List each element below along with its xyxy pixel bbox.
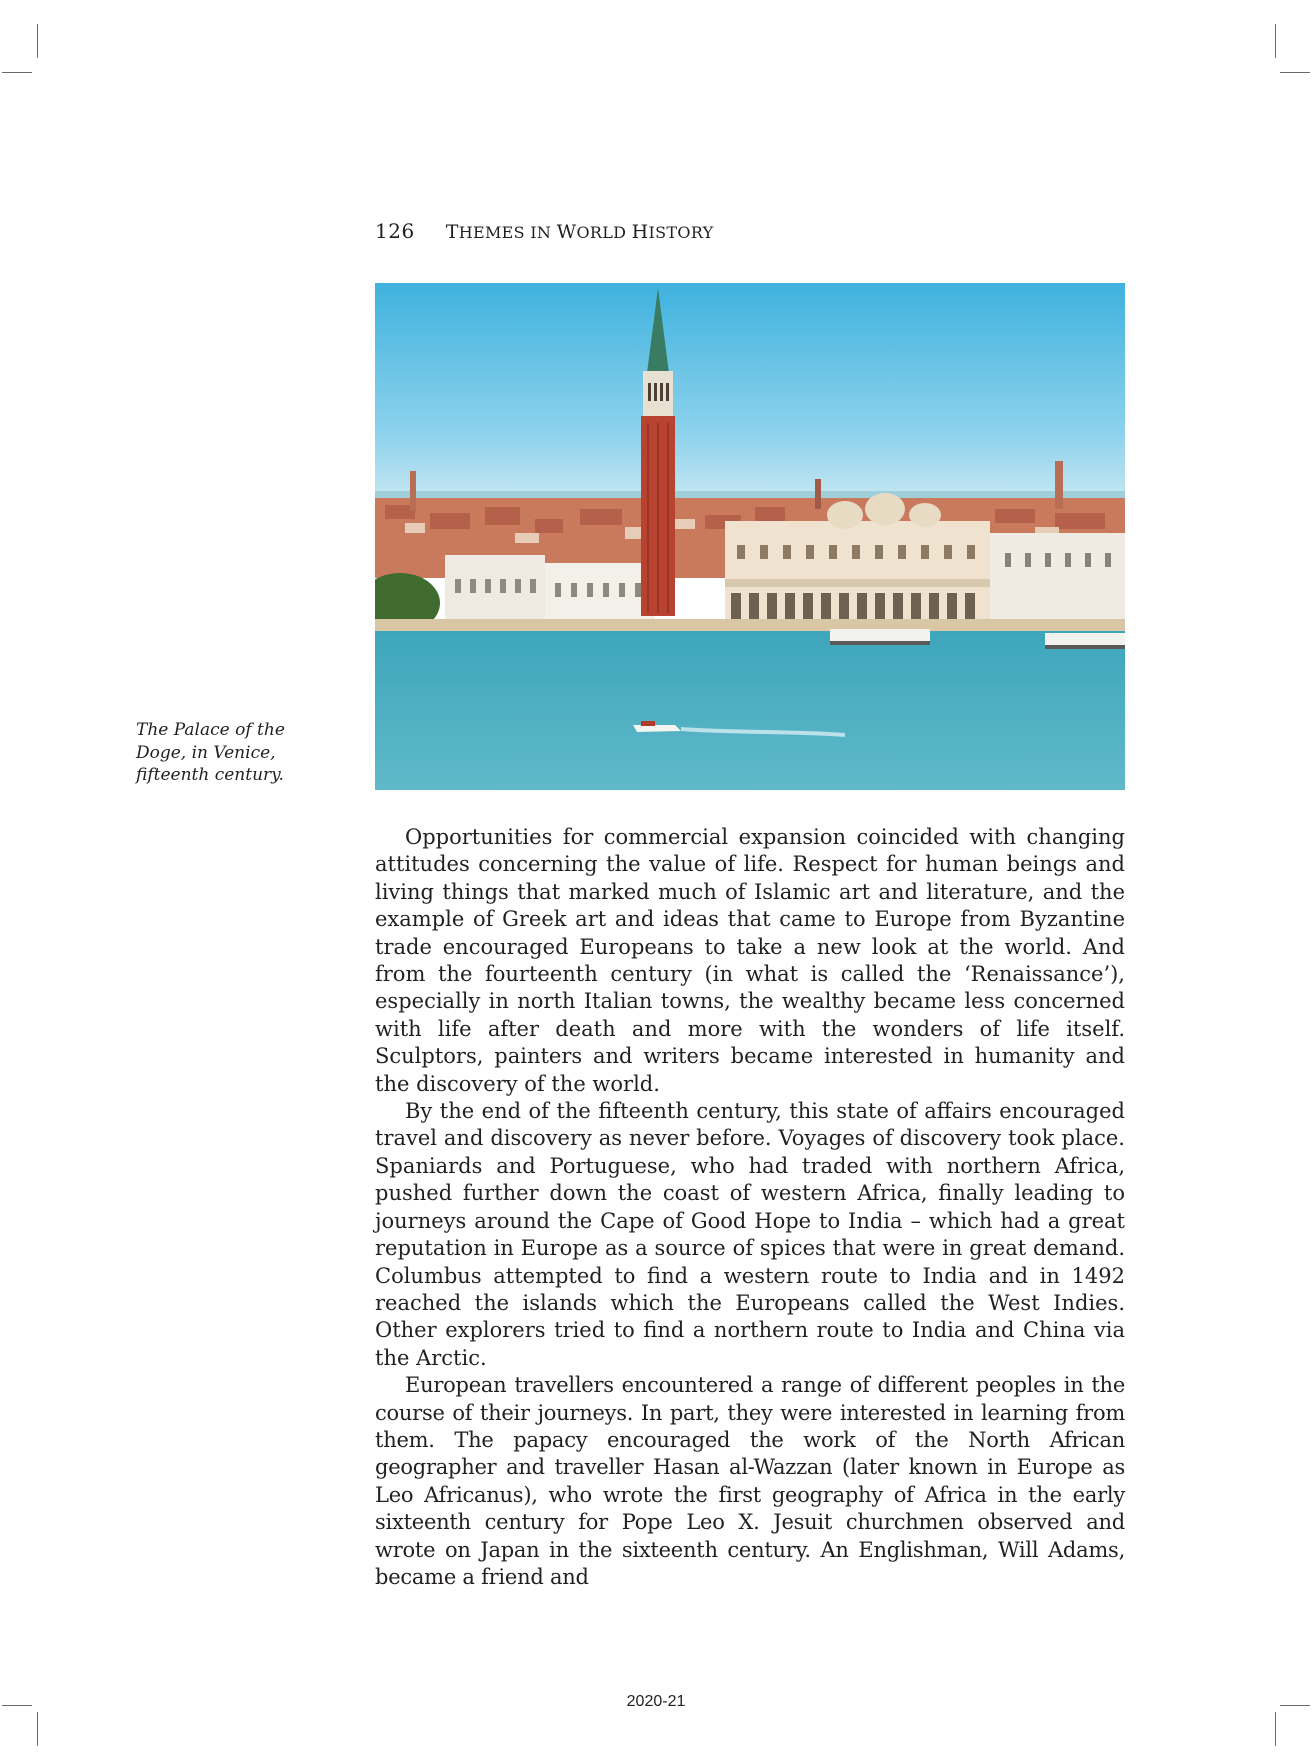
paragraph: Opportunities for commercial expansion coincided with changing attitudes concerning the value of life. Respect for human beings and living things that marked much of Islamic art and literature, and the example of Greek art and ideas that came to Europe from Byzantine trade encouraged Europeans to take a new look at the world. And from the fourteenth century (in what is called the ‘Renaissance’), especially in north Italian towns, the wealthy became less concerned with life after death and more with the wonders of life itself. Sculptors, painters and writers became interested in humanity and the discovery of the world.	[375, 825, 1125, 1096]
crop-mark	[2, 72, 32, 73]
crop-mark	[1280, 72, 1310, 73]
venice-photograph	[375, 283, 1125, 790]
page-number: 126	[375, 219, 415, 243]
crop-mark	[37, 24, 38, 58]
figure-caption	[136, 719, 336, 787]
caption-line: Doge, in Venice,	[136, 742, 276, 763]
footer-year: 2020-21	[626, 1693, 686, 1710]
crop-mark	[37, 1712, 38, 1746]
running-title: THEMES IN WORLD HISTORY	[445, 221, 714, 243]
crop-mark	[1275, 24, 1276, 58]
caption-line: The Palace of the	[136, 720, 285, 740]
paragraph: European travellers encountered a range of different peoples in the course of their journeys. In part, they were interested in learning from them. The papacy encouraged the work of the North African geographer and traveller Hasan al-Wazzan (later known in Europe as Leo Africanus), who wrote the first geography of Africa in the early sixteenth century for Pope Leo X. Jesuit churchmen observed and wrote on Japan in the sixteenth century. An Englishman, Will Adams, became a friend and	[375, 1373, 1125, 1589]
paragraph: By the end of the fifteenth century, this state of affairs encouraged travel and discovery as never before. Voyages of discovery took place. Spaniards and Portuguese, who had traded with northern Africa, pushed further down the coast of western Africa, finally leading to journeys around the Cape of Good Hope to India – which had a great reputation in Europe as a source of spices that were in great demand. Columbus attempted to find a western route to India and in 1492 reached the islands which the Europeans called the West Indies. Other explorers tried to find a northern route to India and China via the Arctic.	[375, 1099, 1125, 1370]
running-header	[375, 219, 714, 247]
body-text	[375, 824, 1125, 1591]
crop-mark	[1275, 1712, 1276, 1746]
caption-line: fifteenth century.	[136, 765, 284, 785]
